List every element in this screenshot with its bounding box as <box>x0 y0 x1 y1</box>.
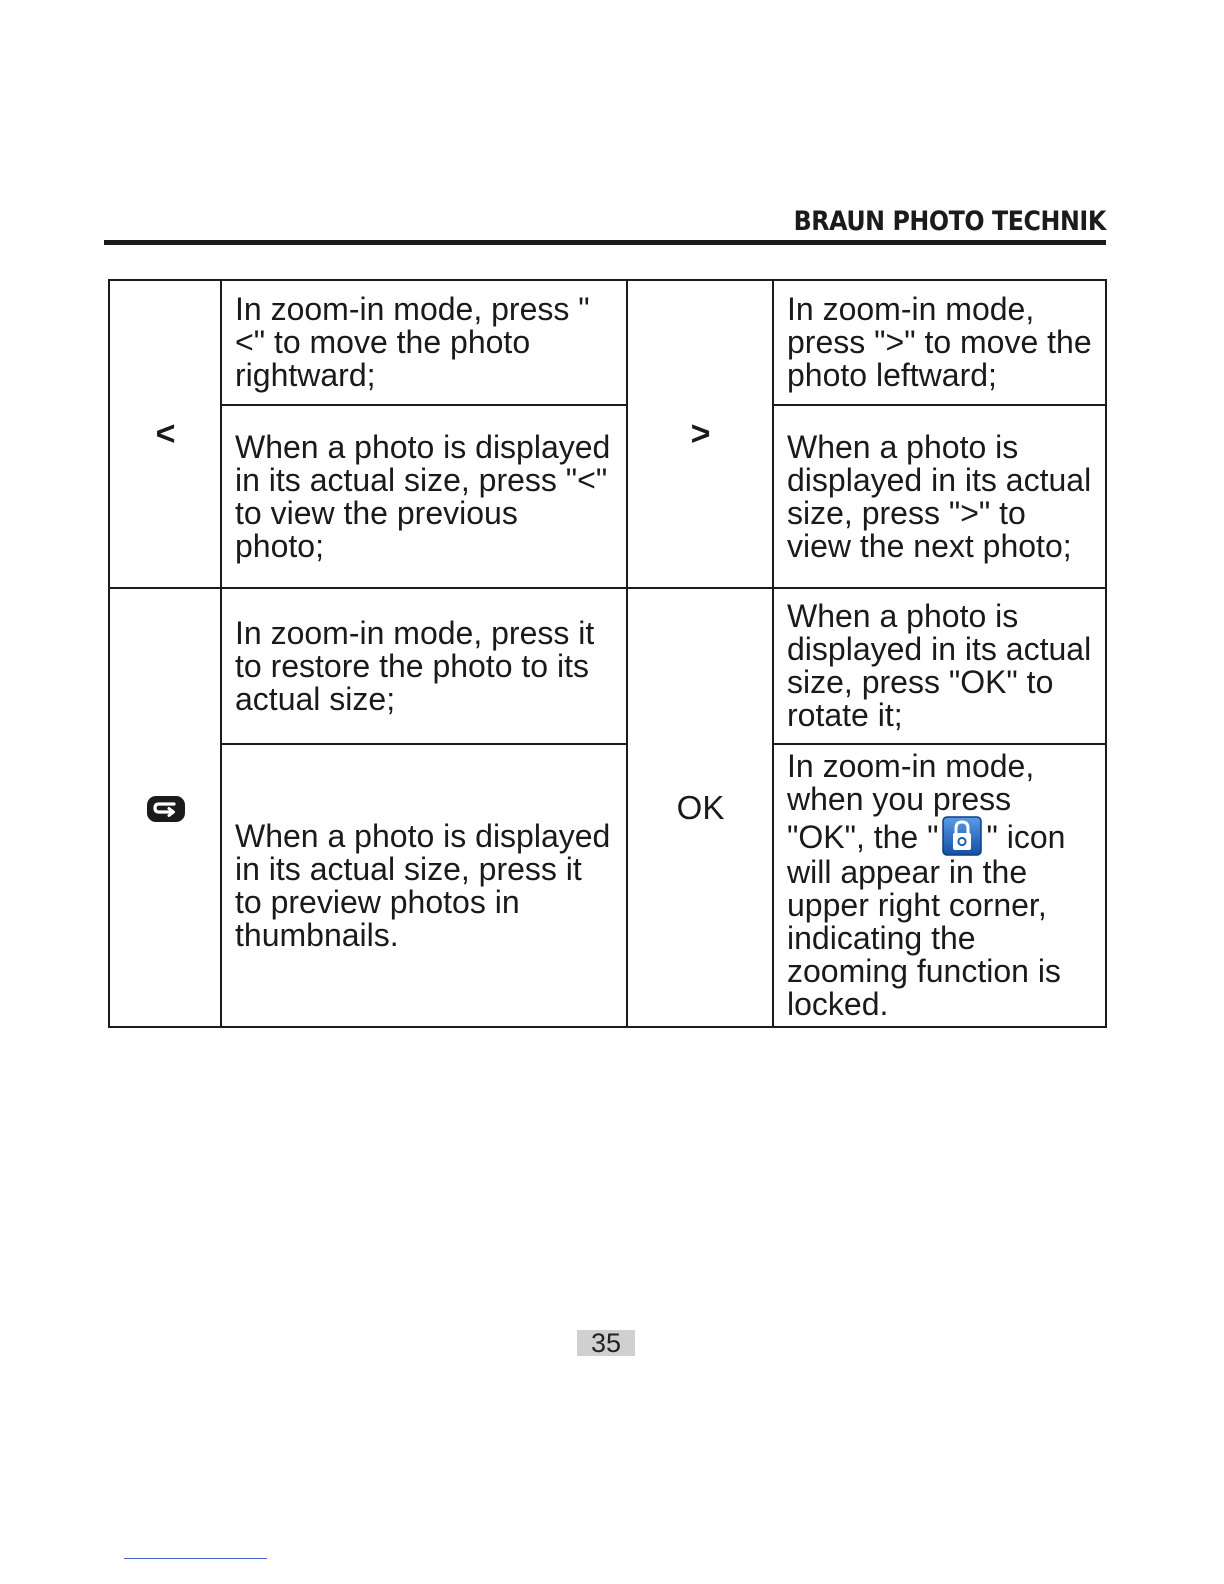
table-row <box>109 405 1106 588</box>
brand-header: BRAUN PHOTO TECHNIK <box>793 206 1106 237</box>
header-rule <box>104 240 1106 245</box>
key-ok-cell <box>627 588 773 1027</box>
lock-desc-after: " icon will appear in the upper right corner, indicating the zooming function is locked. <box>787 819 1066 1022</box>
desc-cell: When a photo is displayed in its actual size, press "OK" to rotate it; <box>773 588 1106 744</box>
desc-cell: In zoom-in mode, press ">" to move the photo leftward; <box>773 280 1106 405</box>
button-function-table <box>108 279 1107 1028</box>
key-return-cell <box>109 588 221 1027</box>
key-right-cell <box>627 280 773 588</box>
return-icon <box>145 794 187 824</box>
bottom-link-line <box>124 1558 267 1559</box>
key-left-cell <box>109 280 221 588</box>
desc-cell-lock <box>773 744 1106 1027</box>
key-right-label: > <box>690 414 711 453</box>
table-row <box>109 744 1106 1027</box>
table-row <box>109 588 1106 744</box>
lock-desc-before: In zoom-in mode, when you press "OK", the " <box>787 748 1035 855</box>
desc-cell: When a photo is displayed in its actual size, press ">" to view the next photo; <box>773 405 1106 588</box>
desc-cell: In zoom-in mode, press it to restore the photo to its actual size; <box>221 588 627 744</box>
table-row <box>109 280 1106 405</box>
page-number: 35 <box>577 1330 635 1356</box>
desc-cell: When a photo is displayed in its actual size, press it to preview photos in thumbnails. <box>221 744 627 1027</box>
desc-cell: When a photo is displayed in its actual size, press "<" to view the previous photo; <box>221 405 627 588</box>
lock-icon <box>942 816 982 856</box>
desc-cell: In zoom-in mode, press "<" to move the photo rightward; <box>221 280 627 405</box>
key-ok-label: OK <box>676 788 725 826</box>
key-left-label: < <box>155 414 176 453</box>
